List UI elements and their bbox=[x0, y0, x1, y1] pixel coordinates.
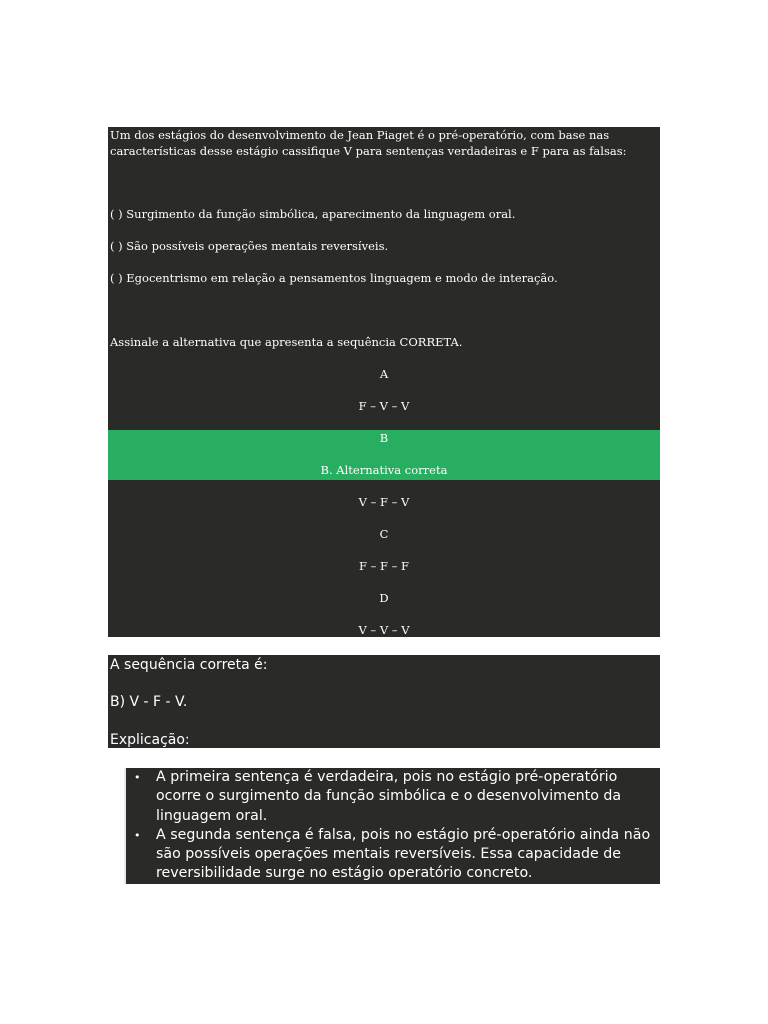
option-c-text[interactable]: F – F – F bbox=[358, 559, 410, 573]
question-intro: Um dos estágios do desenvolvimento de Jean Piaget é o pré-operatório, com base nas características desse estágio cassifique V para sentenças verdadeiras e F para as falsas: bbox=[110, 128, 627, 158]
list-item: • A segunda sentença é falsa, pois no estágio pré-operatório ainda não são possíveis operações mentais reversíveis. Essa capacidade de reversibilidade surge no estágio operatório concreto. bbox=[156, 826, 660, 884]
question-instruction: Assinale a alternativa que apresenta a sequência CORRETA. bbox=[110, 335, 463, 349]
option-d-letter[interactable]: D bbox=[379, 591, 389, 605]
statement-2: ( ) São possíveis operações mentais reversíveis. bbox=[110, 239, 389, 253]
answer-sequence: B) V - F - V. bbox=[110, 694, 188, 710]
answer-heading: A sequência correta é: bbox=[110, 657, 268, 673]
answer-block bbox=[108, 655, 660, 748]
explanation-heading: Explicação: bbox=[110, 732, 190, 748]
option-b-text[interactable]: B. Alternativa correta bbox=[320, 463, 448, 477]
option-d-text[interactable]: V – V – V bbox=[358, 623, 410, 637]
list-item: • A primeira sentença é verdadeira, pois no estágio pré-operatório ocorre o surgimento da função simbólica e o desenvolvimento da linguagem oral. bbox=[156, 768, 660, 826]
option-c-letter[interactable]: C bbox=[379, 527, 389, 541]
option-b-sequence[interactable]: V – F – V bbox=[358, 495, 410, 509]
explanation-block bbox=[124, 768, 660, 884]
statement-1: ( ) Surgimento da função simbólica, aparecimento da linguagem oral. bbox=[110, 207, 516, 221]
statement-3: ( ) Egocentrismo em relação a pensamentos linguagem e modo de interação. bbox=[110, 271, 558, 285]
option-b-letter[interactable]: B bbox=[379, 431, 389, 445]
option-a-text[interactable]: F – V – V bbox=[358, 399, 410, 413]
option-a-letter[interactable]: A bbox=[379, 367, 389, 381]
question-block bbox=[108, 127, 660, 637]
explanation-list bbox=[126, 768, 660, 884]
